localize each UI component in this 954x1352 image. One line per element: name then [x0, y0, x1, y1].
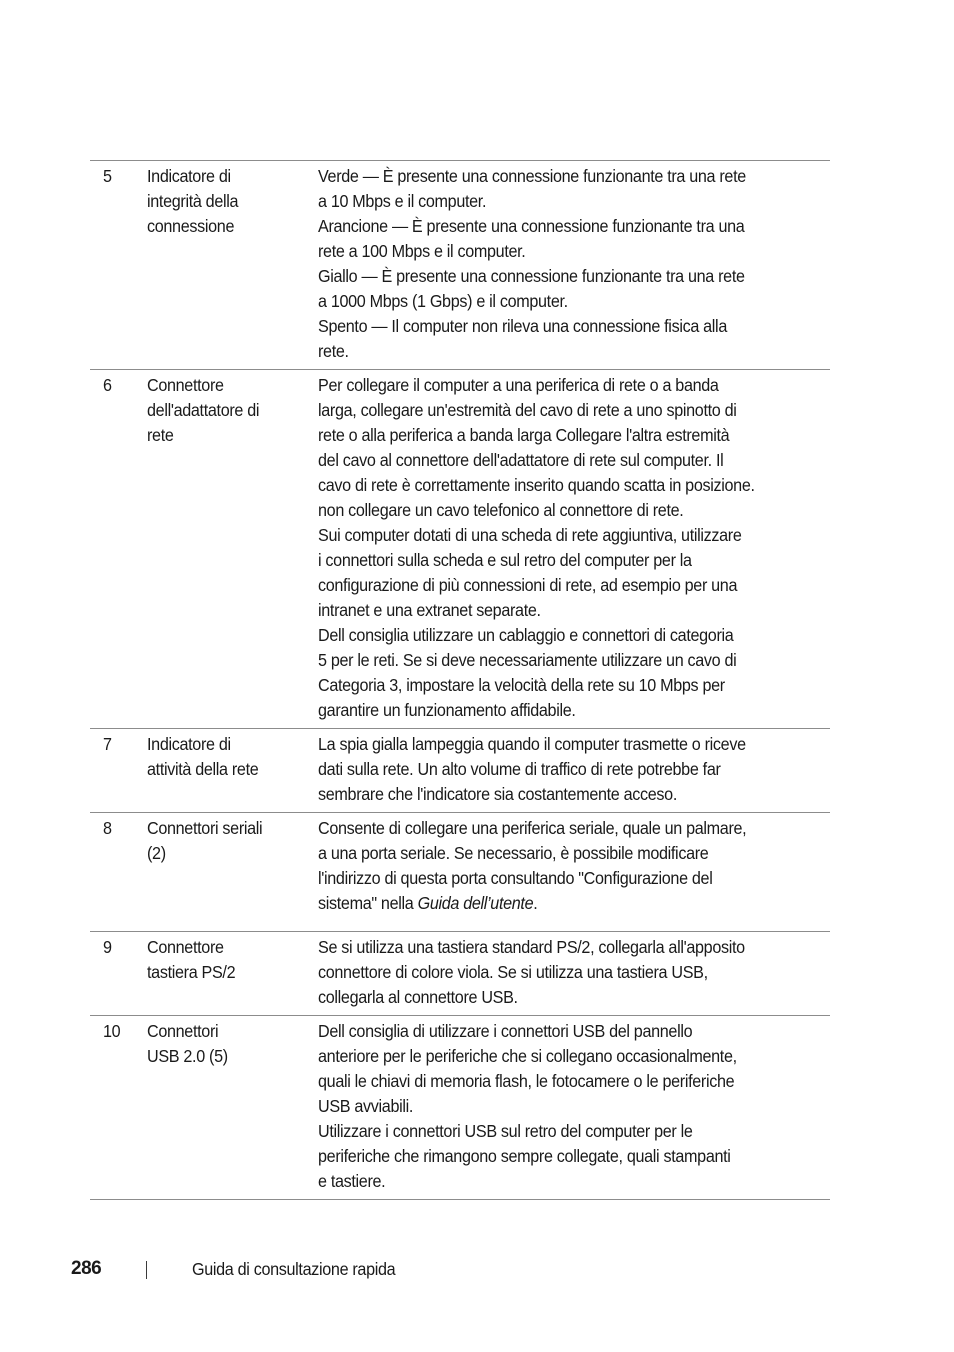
- table-row: [90, 161, 830, 370]
- component-description: Consente di collegare una periferica seriale, quale un palmare, a una porta seriale. Se necessario, è possibile modificare l'indirizzo di questa porta consultando "Configurazione del sistema" nella Guida dell’utente.: [318, 818, 747, 913]
- page-footer: [71, 1255, 571, 1285]
- document-title: Guida di consultazione rapida: [192, 1259, 396, 1279]
- footer-divider: [146, 1261, 147, 1279]
- component-name: Connettore tastiera PS/2: [147, 937, 236, 982]
- book-title-reference: Guida dell’utente: [417, 893, 534, 913]
- table-row: [90, 813, 830, 932]
- component-description: La spia gialla lampeggia quando il computer trasmette o riceve dati sulla rete. Un alto volume di traffico di rete potrebbe far sembrare che l'indicatore sia costantemente acceso.: [318, 734, 746, 804]
- component-description: Dell consiglia di utilizzare i connettori USB del pannello anteriore per le periferiche che si collegano occasionalmente, quali le chiavi di memoria flash, le fotocamere o le periferiche USB avviabili. Utilizzare i connettori USB sul retro del computer per le periferiche che rimangono sempre collegate, quali stampanti e tastiere.: [318, 1021, 737, 1191]
- component-description: Per collegare il computer a una periferica di rete o a banda larga, collegare un'estremità del cavo di rete a uno spinotto di rete o alla periferica a banda larga Collegare l'altra estremità del cavo al connettore dell'adattatore di rete sul computer. Il cavo di rete è correttamente inserito quando scatta in posizione. non collegare un cavo telefonico al connettore di rete. Sui computer dotati di una scheda di rete aggiuntiva, utilizzare i connettori sulla scheda e sul retro del computer per la configurazione di più connessioni di rete, ad esempio per una intranet e una extranet separate. Dell consiglia utilizzare un cablaggio e connettori di categoria 5 per le reti. Se si deve necessariamente utilizzare un cavo di Categoria 3, impostare la velocità della rete su 10 Mbps per garantire un funzionamento affidabile.: [318, 375, 755, 720]
- component-name: Connettori seriali (2): [147, 818, 263, 863]
- table-row: [90, 1016, 830, 1200]
- component-description: Se si utilizza una tastiera standard PS/2, collegarla all'apposito connettore di colore viola. Se si utilizza una tastiera USB, collegarla al connettore USB.: [318, 937, 745, 1007]
- component-name: Indicatore di attività della rete: [147, 734, 259, 779]
- table-row: [90, 370, 830, 729]
- row-number: 8: [103, 818, 112, 838]
- row-number: 7: [103, 734, 112, 754]
- component-name: Connettore dell'adattatore di rete: [147, 375, 260, 445]
- component-name: Indicatore di integrità della connessione: [147, 166, 239, 236]
- table-row: [90, 932, 830, 1016]
- row-number: 9: [103, 937, 112, 957]
- component-name: Connettori USB 2.0 (5): [147, 1021, 228, 1066]
- row-number: 5: [103, 166, 112, 186]
- table-row: [90, 729, 830, 813]
- connector-table: [90, 160, 830, 1200]
- component-description: Verde — È presente una connessione funzionante tra una rete a 10 Mbps e il computer. Arancione — È presente una connessione funzionante tra una rete a 100 Mbps e il computer. Giallo — È presente una connessione funzionante tra una rete a 1000 Mbps (1 Gbps) e il computer. Spento — Il computer non rileva una connessione fisica alla rete.: [318, 166, 746, 361]
- page-number: 286: [71, 1258, 102, 1279]
- row-number: 6: [103, 375, 112, 395]
- row-number: 10: [103, 1021, 121, 1041]
